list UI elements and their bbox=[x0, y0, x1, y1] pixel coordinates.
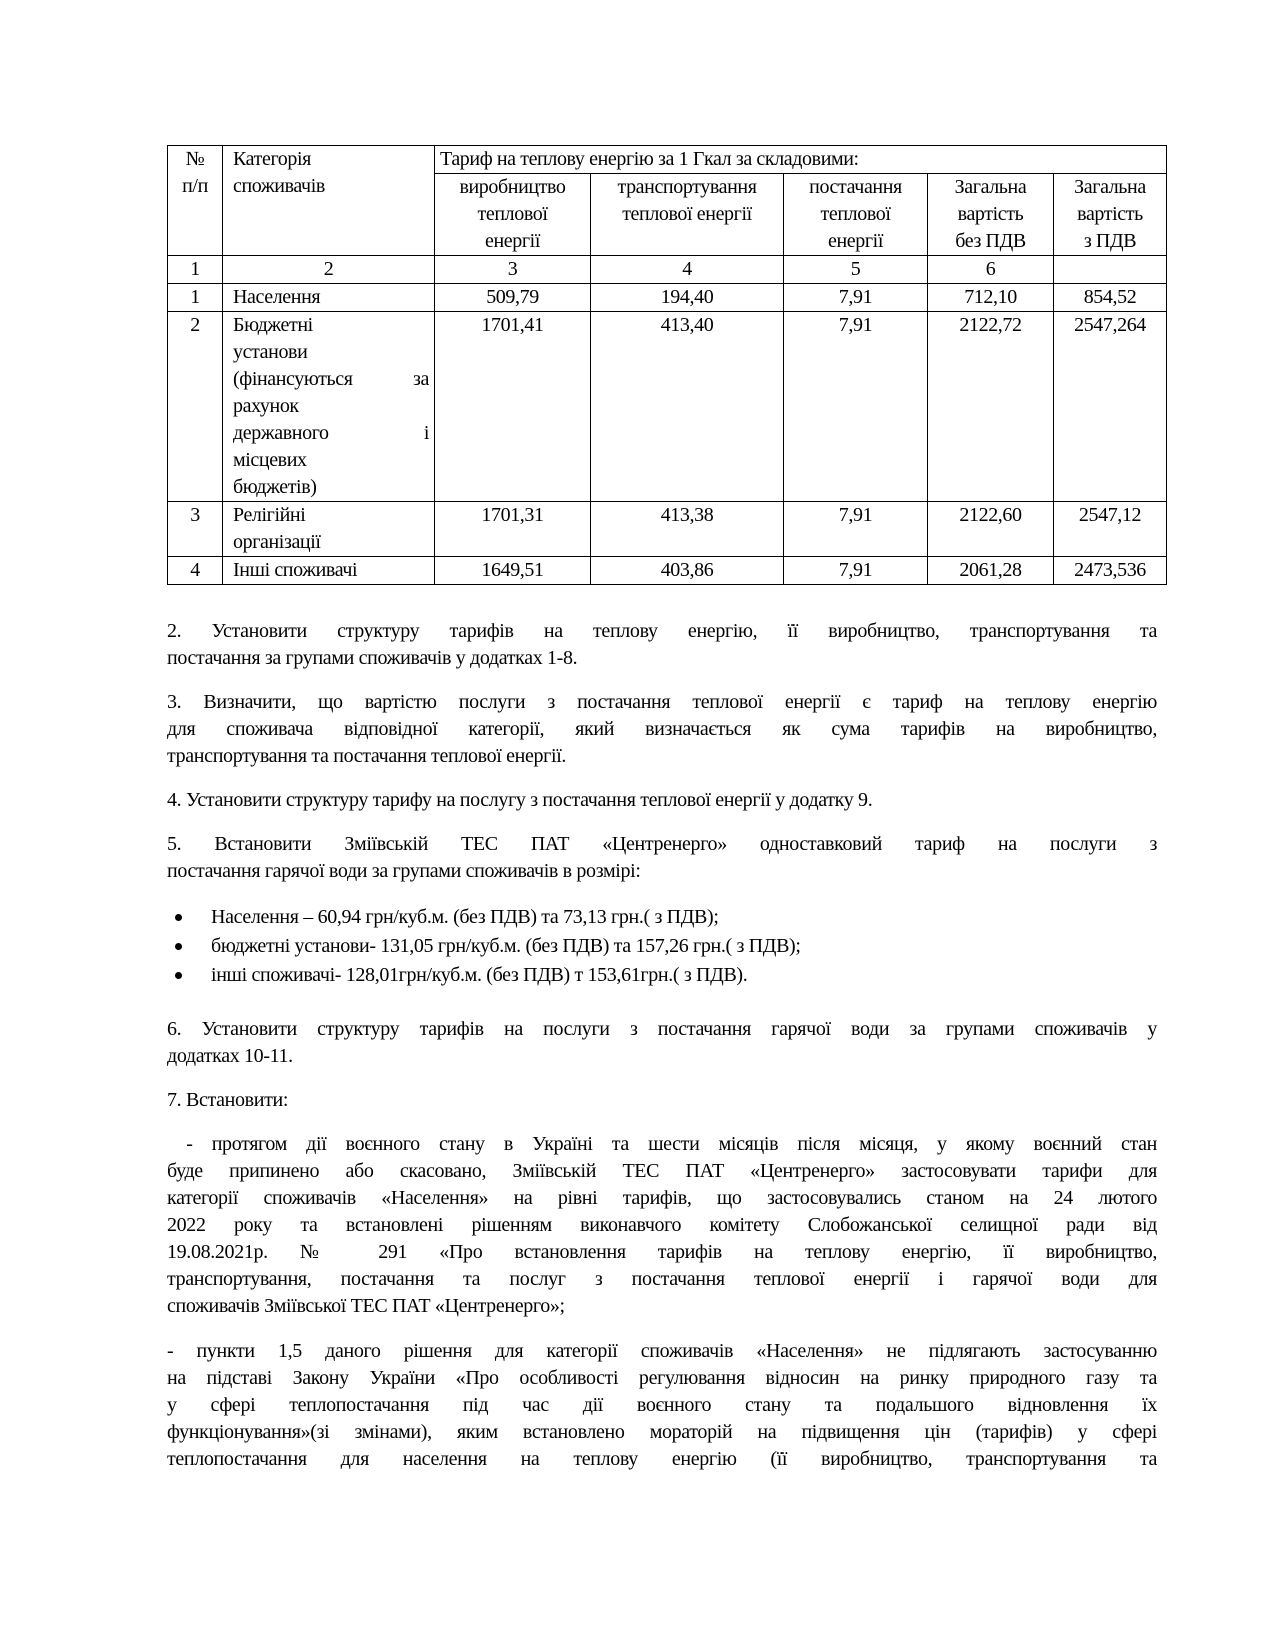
cell-total-no-vat: 2122,72 bbox=[928, 312, 1054, 502]
header-transport: транспортування теплової енергії bbox=[591, 174, 784, 256]
column-number: 2 bbox=[223, 256, 435, 284]
paragraph-5: 5. Встановити Зміївській ТЕС ПАТ «Центренерго» одноставковий тариф на послуги з постачання гарячої води за групами споживачів в розмірі: bbox=[167, 833, 1157, 882]
header-category: Категорія споживачів bbox=[223, 146, 435, 256]
cell-transport: 194,40 bbox=[591, 284, 784, 312]
cell-production: 1649,51 bbox=[435, 557, 591, 585]
hot-water-tariff-list bbox=[167, 903, 801, 990]
row-category: Інші споживачі bbox=[223, 557, 435, 585]
cell-supply: 7,91 bbox=[784, 284, 928, 312]
row-category: Бюджетні установи (фінансуються за рахунок державного і місцевих бюджетів) bbox=[223, 312, 435, 502]
cell-total-vat: 2547,12 bbox=[1054, 502, 1167, 557]
cell-production: 1701,31 bbox=[435, 502, 591, 557]
column-number: 6 bbox=[928, 256, 1054, 284]
header-number: № п/п bbox=[168, 146, 223, 256]
paragraph-3: 3. Визначити, що вартістю послуги з постачання теплової енергії є тариф на теплову енергію для споживача відповідної категорії, який визначається як сума тарифів на виробництво, транспортування та постачання теплової енергії. bbox=[167, 691, 1157, 767]
list-item: Населення – 60,94 грн/куб.м. (без ПДВ) та 73,13 грн.( з ПДВ); bbox=[167, 903, 801, 932]
table-row bbox=[168, 284, 1167, 312]
column-number: 5 bbox=[784, 256, 928, 284]
bullet-icon bbox=[175, 914, 182, 921]
cell-transport: 403,86 bbox=[591, 557, 784, 585]
column-number: 1 bbox=[168, 256, 223, 284]
paragraph-2: 2. Установити структуру тарифів на теплову енергію, її виробництво, транспортування та постачання за групами споживачів у додатках 1-8. bbox=[167, 620, 1157, 669]
paragraph-6: 6. Установити структуру тарифів на послуги з постачання гарячої води за групами споживачів у додатках 10-11. bbox=[167, 1018, 1157, 1067]
table-row bbox=[168, 502, 1167, 557]
cell-total-vat: 854,52 bbox=[1054, 284, 1167, 312]
tariff-table bbox=[167, 145, 1167, 585]
row-number: 3 bbox=[168, 502, 223, 557]
row-number: 2 bbox=[168, 312, 223, 502]
cell-total-vat: 2473,536 bbox=[1054, 557, 1167, 585]
paragraph-4: 4. Установити структуру тарифу на послугу з постачання теплової енергії у додатку 9. bbox=[167, 789, 873, 811]
table-header-row bbox=[168, 146, 1167, 174]
paragraph-7-heading: 7. Встановити: bbox=[167, 1089, 289, 1111]
header-tariff-group: Тариф на теплову енергію за 1 Гкал за складовими: bbox=[435, 146, 1167, 174]
cell-transport: 413,40 bbox=[591, 312, 784, 502]
cell-total-no-vat: 2122,60 bbox=[928, 502, 1054, 557]
column-number: 3 bbox=[435, 256, 591, 284]
row-category: Релігійні організації bbox=[223, 502, 435, 557]
column-number: 4 bbox=[591, 256, 784, 284]
list-item: інші споживачі- 128,01грн/куб.м. (без ПДВ) т 153,61грн.( з ПДВ). bbox=[167, 961, 801, 990]
cell-production: 509,79 bbox=[435, 284, 591, 312]
cell-production: 1701,41 bbox=[435, 312, 591, 502]
bullet-icon bbox=[175, 943, 182, 950]
column-number bbox=[1054, 256, 1167, 284]
cell-total-vat: 2547,264 bbox=[1054, 312, 1167, 502]
cell-total-no-vat: 712,10 bbox=[928, 284, 1054, 312]
table-row bbox=[168, 557, 1167, 585]
paragraph-7-item-2: - пункти 1,5 даного рішення для категорії споживачів «Населення» не підлягають застосуванню на підставі Закону України «Про особливості регулювання відносин на ринку природного газу та у сфері теплопостачання під час дії воєнного стану та подальшого відновлення їх функціонування»(зі змінами), яким встановлено мораторій на підвищення цін (тарифів) у сфері теплопостачання для населення на теплову енергію (її виробництво, транспортування та bbox=[167, 1340, 1157, 1470]
list-item: бюджетні установи- 131,05 грн/куб.м. (без ПДВ) та 157,26 грн.( з ПДВ); bbox=[167, 932, 801, 961]
cell-total-no-vat: 2061,28 bbox=[928, 557, 1054, 585]
cell-supply: 7,91 bbox=[784, 312, 928, 502]
header-total-no-vat: Загальна вартість без ПДВ bbox=[928, 174, 1054, 256]
table-row bbox=[168, 312, 1167, 502]
row-number: 1 bbox=[168, 284, 223, 312]
bullet-icon bbox=[175, 972, 182, 979]
header-supply: постачання теплової енергії bbox=[784, 174, 928, 256]
paragraph-7-item-1: - протягом дії воєнного стану в Україні та шести місяців після місяця, у якому воєнний стан буде припинено або скасовано, Зміївській ТЕС ПАТ «Центренерго» застосовувати тарифи для категорії споживачів «Населення» на рівні тарифів, що застосовувались станом на 24 лютого 2022 року та встановлені рішенням виконавчого комітету Слобожанської селищної ради від 19.08.2021р. № 291 «Про встановлення тарифів на теплову енергію, її виробництво, транспортування, постачання та послуг з постачання теплової енергії і гарячої води для споживачів Зміївської ТЕС ПАТ «Центренерго»; bbox=[167, 1133, 1157, 1317]
header-total-vat: Загальна вартість з ПДВ bbox=[1054, 174, 1167, 256]
row-number: 4 bbox=[168, 557, 223, 585]
cell-supply: 7,91 bbox=[784, 502, 928, 557]
cell-supply: 7,91 bbox=[784, 557, 928, 585]
row-category: Населення bbox=[223, 284, 435, 312]
header-production: виробництво теплової енергії bbox=[435, 174, 591, 256]
table-numbering-row bbox=[168, 256, 1167, 284]
cell-transport: 413,38 bbox=[591, 502, 784, 557]
